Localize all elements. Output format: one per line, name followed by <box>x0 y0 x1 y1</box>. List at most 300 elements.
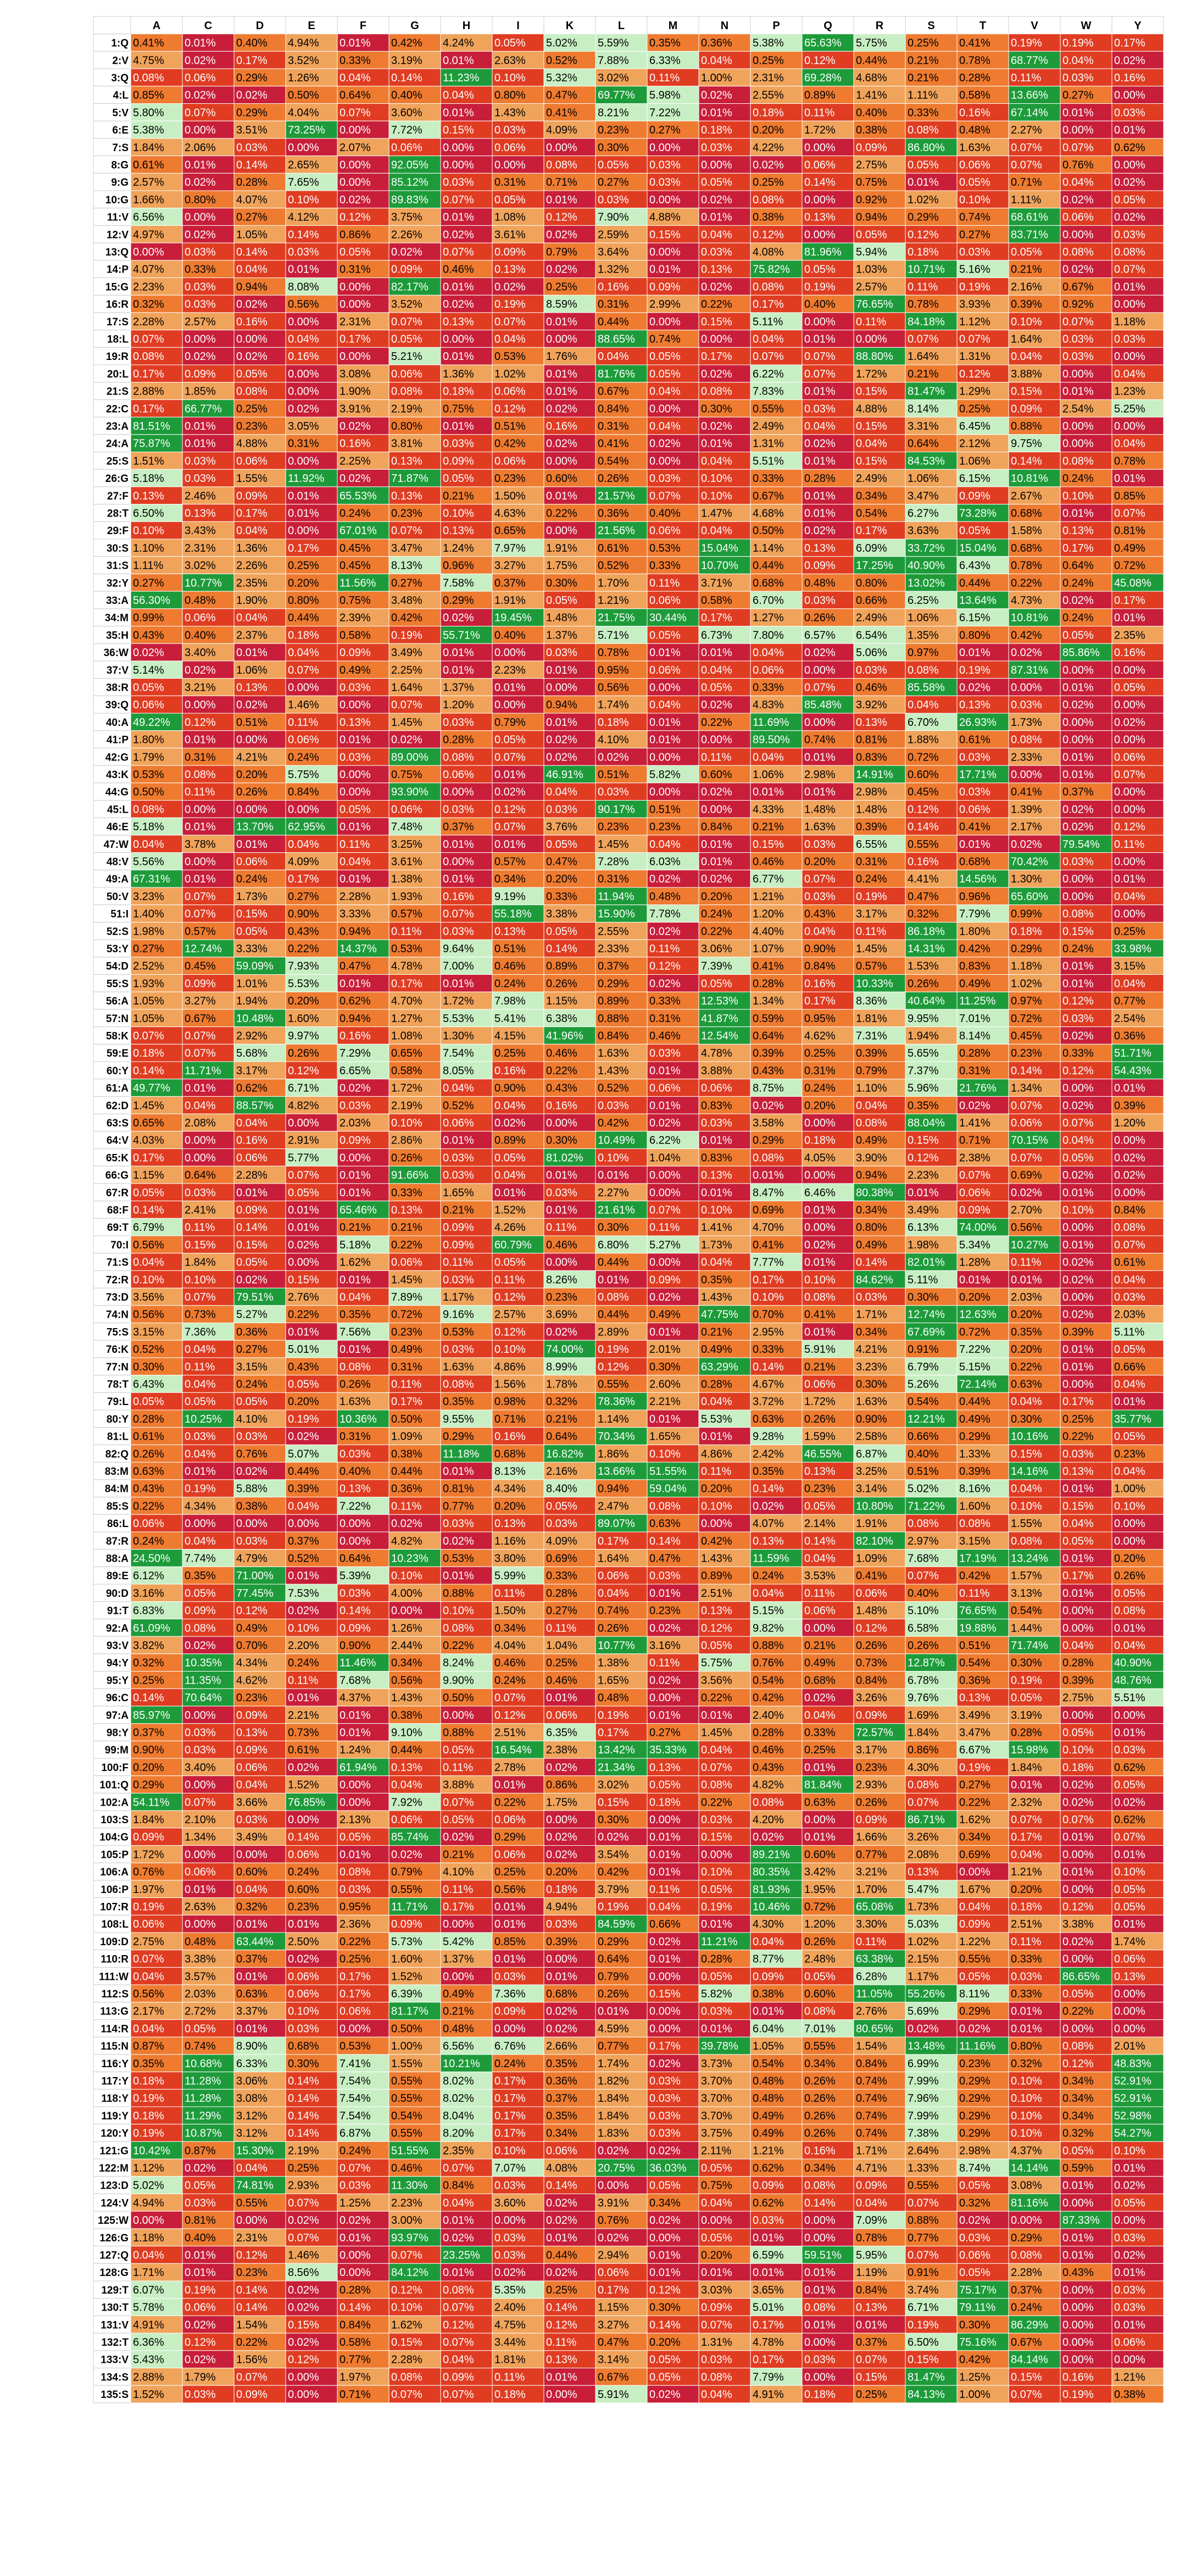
heatmap-cell-value: 0.49% <box>856 1239 887 1251</box>
heatmap-cell-value: 5.51% <box>1114 1692 1145 1705</box>
heatmap-cell-value: 3.90% <box>856 1152 887 1164</box>
heatmap-cell-value: 85.74% <box>391 1831 429 1844</box>
heatmap-cell-value: 0.49% <box>340 664 371 676</box>
heatmap-cell-value: 1.56% <box>494 1378 526 1391</box>
heatmap-cell-value: 9.64% <box>443 942 474 955</box>
heatmap-cell-value: 0.51% <box>649 803 681 816</box>
heatmap-cell-value: 5.82% <box>701 1987 732 2000</box>
heatmap-cell-value: 0.76% <box>236 1448 268 1461</box>
heatmap-cell-value: 0.19% <box>494 298 526 311</box>
heatmap-cell-value: 0.02% <box>391 1518 422 1530</box>
heatmap-cell-value: 0.43% <box>133 629 164 642</box>
heatmap-cell-value: 3.56% <box>133 1291 164 1303</box>
heatmap-cell-value: 0.67% <box>753 490 784 502</box>
heatmap-cell-value: 0.14% <box>753 1483 784 1495</box>
heatmap-cell-value: 0.04% <box>236 1779 268 1791</box>
heatmap-cell-value: 0.09% <box>185 1605 216 1617</box>
heatmap-cell-value: 0.02% <box>288 1430 319 1443</box>
heatmap-cell-value: 0.03% <box>959 786 990 798</box>
heatmap-cell-value: 72.14% <box>959 1378 997 1391</box>
heatmap-cell-value: 0.32% <box>908 908 939 920</box>
heatmap-cell-value: 0.06% <box>391 368 422 380</box>
row-header-label: 103:S <box>101 1814 129 1826</box>
heatmap-cell-value: 4.00% <box>391 1587 422 1600</box>
heatmap-cell-value: 0.30% <box>1011 1413 1042 1425</box>
heatmap-cell-value: 1.37% <box>443 681 474 694</box>
heatmap-cell-value: 0.01% <box>1114 1622 1145 1635</box>
heatmap-cell-value: 0.05% <box>701 681 732 694</box>
heatmap-cell-value: 0.01% <box>494 1779 526 1791</box>
heatmap-cell-value: 1.63% <box>340 1396 371 1408</box>
heatmap-cell-value: 0.00% <box>288 385 319 398</box>
heatmap-cell-value: 8.08% <box>288 281 319 293</box>
heatmap-cell-value: 0.57% <box>494 856 526 868</box>
heatmap-cell-value: 0.46% <box>443 263 474 276</box>
heatmap-cell-value: 89.83% <box>391 193 429 206</box>
heatmap-cell-value: 0.31% <box>494 176 526 189</box>
heatmap-cell-value: 0.34% <box>391 1657 422 1669</box>
heatmap-cell-value: 0.07% <box>753 351 784 363</box>
heatmap-cell-value: 0.24% <box>1062 577 1094 590</box>
heatmap-cell-value: 0.13% <box>649 1761 681 1774</box>
heatmap-cell-value: 0.02% <box>649 873 681 886</box>
heatmap-cell-value: 0.03% <box>649 1570 681 1583</box>
heatmap-cell-value: 0.03% <box>959 246 990 258</box>
heatmap-cell-value: 9.95% <box>908 1012 939 1025</box>
heatmap-cell-value: 0.00% <box>340 1518 371 1530</box>
heatmap-cell-value: 0.02% <box>649 1674 681 1687</box>
heatmap-cell-value: 0.07% <box>288 1169 319 1182</box>
heatmap-cell-value: 1.69% <box>908 1709 939 1722</box>
heatmap-cell-value: 0.25% <box>959 403 990 415</box>
heatmap-cell-value: 0.26% <box>546 978 577 990</box>
heatmap-cell-value: 0.02% <box>1062 1779 1094 1791</box>
heatmap-cell-value: 0.00% <box>1114 856 1145 868</box>
heatmap-cell-value: 0.00% <box>340 1779 371 1791</box>
heatmap-cell-value: 1.11% <box>133 559 164 572</box>
heatmap-cell-value: 1.36% <box>443 368 474 380</box>
heatmap-cell-value: 0.28% <box>546 1587 577 1600</box>
heatmap-cell-value: 89.00% <box>391 751 429 764</box>
heatmap-cell-value: 2.19% <box>391 403 422 415</box>
heatmap-cell-value: 0.21% <box>443 490 474 502</box>
heatmap-cell-value: 0.22% <box>546 1064 577 1077</box>
heatmap-cell-value: 4.26% <box>494 1222 526 1234</box>
heatmap-cell-value: 3.27% <box>185 995 216 1008</box>
heatmap-cell-value: 5.03% <box>908 1918 939 1931</box>
heatmap-cell-value: 93.90% <box>391 786 429 798</box>
row-header-label: 72:R <box>105 1274 129 1286</box>
heatmap-cell-value: 0.67% <box>1062 281 1094 293</box>
heatmap-cell-value: 0.01% <box>494 768 526 781</box>
heatmap-cell-value: 88.57% <box>236 1100 274 1112</box>
heatmap-cell-value: 12.54% <box>701 1030 738 1042</box>
heatmap-cell-value: 0.64% <box>546 1430 577 1443</box>
heatmap-cell-value: 0.02% <box>546 1848 577 1861</box>
heatmap-cell-value: 0.01% <box>546 1970 577 1983</box>
heatmap-cell-value: 0.53% <box>443 1552 474 1565</box>
heatmap-cell-value: 7.58% <box>443 577 474 590</box>
heatmap-cell-value: 4.70% <box>753 1222 784 1234</box>
heatmap-cell-value: 0.15% <box>856 385 887 398</box>
heatmap-cell-value: 0.26% <box>236 786 268 798</box>
heatmap-cell-value: 2.28% <box>236 1169 268 1182</box>
heatmap-cell-value: 0.96% <box>959 890 990 903</box>
heatmap-cell-value: 0.03% <box>443 176 474 189</box>
heatmap-cell-value: 0.10% <box>443 507 474 520</box>
heatmap-cell-value: 0.04% <box>494 1169 526 1182</box>
heatmap-cell-value: 0.00% <box>1062 873 1094 886</box>
heatmap-cell-value: 0.08% <box>1062 908 1094 920</box>
heatmap-cell-value: 0.97% <box>908 647 939 659</box>
heatmap-cell-value: 0.04% <box>185 1343 216 1356</box>
row-header-label: 24:A <box>105 438 129 450</box>
heatmap-cell-value: 0.07% <box>804 351 836 363</box>
heatmap-cell-value: 0.06% <box>959 1186 990 1199</box>
heatmap-cell-value: 0.27% <box>133 577 164 590</box>
heatmap-cell-value: 10.35% <box>185 1657 222 1669</box>
heatmap-cell-value: 0.76% <box>1062 159 1094 171</box>
heatmap-cell-value: 0.01% <box>1062 960 1094 973</box>
heatmap-cell-value: 0.01% <box>546 1692 577 1705</box>
heatmap-cell-value: 0.02% <box>1062 803 1094 816</box>
heatmap-cell-value: 0.80% <box>959 629 990 642</box>
heatmap-cell-value: 0.03% <box>546 1918 577 1931</box>
heatmap-cell-value: 0.01% <box>546 664 577 676</box>
heatmap-cell-value: 10.21% <box>443 2057 480 2070</box>
heatmap-cell-value: 0.01% <box>701 1134 732 1147</box>
row-header-label: 80:Y <box>106 1413 129 1425</box>
heatmap-cell-value: 1.91% <box>856 1518 887 1530</box>
heatmap-cell-value: 0.12% <box>753 229 784 241</box>
heatmap-cell-value: 1.02% <box>908 193 939 206</box>
heatmap-cell-value: 0.06% <box>804 1605 836 1617</box>
column-header-label: M <box>668 19 678 32</box>
heatmap-cell-value: 6.79% <box>908 1361 939 1373</box>
heatmap-cell-value: 0.20% <box>701 890 732 903</box>
heatmap-cell-value: 0.26% <box>598 473 629 485</box>
heatmap-cell-value: 13.66% <box>598 1465 635 1478</box>
heatmap-cell-value: 0.02% <box>1062 821 1094 834</box>
heatmap-cell-value: 0.05% <box>1011 246 1042 258</box>
heatmap-cell-value: 81.84% <box>804 1779 842 1791</box>
heatmap-cell-value: 63.38% <box>856 1953 893 1966</box>
heatmap-cell-value: 5.39% <box>340 1570 371 1583</box>
heatmap-cell-value: 0.22% <box>288 1308 319 1321</box>
heatmap-cell-value: 0.00% <box>185 333 216 346</box>
heatmap-cell-value: 0.05% <box>288 1378 319 1391</box>
heatmap-cell-value: 0.48% <box>804 577 836 590</box>
heatmap-cell-value: 1.39% <box>1011 803 1042 816</box>
heatmap-cell-value: 82.10% <box>856 1535 893 1547</box>
heatmap-cell-value: 0.03% <box>649 159 681 171</box>
heatmap-cell-value: 0.17% <box>236 54 268 67</box>
heatmap-cell-value: 0.00% <box>1011 768 1042 781</box>
heatmap-cell-value: 0.01% <box>804 490 836 502</box>
heatmap-cell-value: 0.01% <box>804 507 836 520</box>
heatmap-cell-value: 0.00% <box>494 699 526 712</box>
heatmap-cell-value: 3.17% <box>856 908 887 920</box>
heatmap-cell-value: 0.05% <box>546 1500 577 1513</box>
heatmap-cell-value: 0.00% <box>1114 159 1145 171</box>
heatmap-cell-value: 3.25% <box>391 838 422 851</box>
heatmap-cell-value: 59.09% <box>236 960 274 973</box>
heatmap-cell-value: 4.37% <box>340 1692 371 1705</box>
heatmap-cell-value: 0.04% <box>236 612 268 624</box>
heatmap-cell-value: 0.07% <box>133 1953 164 1966</box>
heatmap-cell-value: 0.13% <box>185 507 216 520</box>
heatmap-cell-value: 0.65% <box>133 1117 164 1129</box>
heatmap-cell-value: 0.07% <box>804 368 836 380</box>
heatmap-cell-value: 1.84% <box>133 141 164 154</box>
heatmap-cell-value: 0.48% <box>443 2023 474 2035</box>
heatmap-cell-value: 1.43% <box>701 1291 732 1303</box>
heatmap-cell-value: 0.31% <box>391 1361 422 1373</box>
heatmap-cell-value: 0.19% <box>1011 1674 1042 1687</box>
heatmap-cell-value: 2.57% <box>494 1308 526 1321</box>
heatmap-cell-value: 0.88% <box>1011 420 1042 432</box>
row-header-label: 45:L <box>107 804 129 816</box>
heatmap-cell-value: 14.91% <box>856 768 893 781</box>
heatmap-cell-value: 0.01% <box>1062 1866 1094 1879</box>
heatmap-cell-value: 0.02% <box>753 1100 784 1112</box>
heatmap-cell-value: 0.01% <box>288 1204 319 1217</box>
heatmap-cell-value: 12.63% <box>959 1308 997 1321</box>
heatmap-cell-value: 1.65% <box>443 1186 474 1199</box>
heatmap-cell-value: 0.09% <box>443 455 474 468</box>
heatmap-cell-value: 0.22% <box>701 716 732 729</box>
heatmap-cell-value: 0.79% <box>494 716 526 729</box>
heatmap-cell-value: 3.57% <box>185 1970 216 1983</box>
heatmap-cell-value: 5.02% <box>908 1483 939 1495</box>
heatmap-cell-value: 0.00% <box>1114 1709 1145 1722</box>
heatmap-cell-value: 0.07% <box>1011 1813 1042 1826</box>
heatmap-cell-value: 3.80% <box>494 1552 526 1565</box>
heatmap-cell-value: 0.00% <box>649 246 681 258</box>
row-header-label: 37:V <box>106 664 129 676</box>
heatmap-cell-value: 1.06% <box>908 473 939 485</box>
heatmap-cell-value: 0.85% <box>1114 490 1145 502</box>
heatmap-cell-value: 0.05% <box>1011 1692 1042 1705</box>
heatmap-cell-value: 0.03% <box>494 1970 526 1983</box>
heatmap-cell-value: 0.00% <box>288 1256 319 1269</box>
heatmap-cell-value: 0.16% <box>598 281 629 293</box>
heatmap-cell-value: 0.30% <box>908 1291 939 1303</box>
heatmap-cell-value: 0.02% <box>804 647 836 659</box>
heatmap-cell-value: 2.26% <box>236 559 268 572</box>
heatmap-cell-value: 0.00% <box>1114 803 1145 816</box>
heatmap-cell-value: 12.74% <box>185 942 222 955</box>
column-header-label: D <box>255 19 264 32</box>
heatmap-cell-value: 0.00% <box>1114 1518 1145 1530</box>
heatmap-cell-value: 0.02% <box>236 1274 268 1286</box>
heatmap-cell-value: 0.03% <box>1062 1012 1094 1025</box>
heatmap-cell-value: 7.83% <box>753 385 784 398</box>
heatmap-cell-value: 0.74% <box>649 333 681 346</box>
heatmap-cell-value: 13.42% <box>598 1744 635 1757</box>
heatmap-cell-value: 0.01% <box>649 263 681 276</box>
heatmap-cell-value: 0.20% <box>546 873 577 886</box>
heatmap-cell-value: 0.39% <box>546 1935 577 1948</box>
heatmap-cell-value: 0.06% <box>133 1918 164 1931</box>
heatmap-cell-value: 0.13% <box>443 525 474 537</box>
heatmap-cell-value: 61.94% <box>340 1761 377 1774</box>
heatmap-cell-value: 86.18% <box>908 925 945 938</box>
heatmap-cell-value: 5.73% <box>391 1935 422 1948</box>
heatmap-cell-value: 0.05% <box>1062 629 1094 642</box>
row-header-label: 11:V <box>107 212 129 224</box>
row-header-label: 99:M <box>104 1745 129 1757</box>
heatmap-cell-value: 0.17% <box>701 612 732 624</box>
heatmap-cell-value: 8.26% <box>546 1274 577 1286</box>
heatmap-cell-value: 40.64% <box>908 995 945 1008</box>
heatmap-cell-value: 0.07% <box>185 890 216 903</box>
heatmap-cell-value: 6.99% <box>908 2057 939 2070</box>
heatmap-cell-value: 40.90% <box>1114 1657 1151 1669</box>
heatmap-cell-value: 0.78% <box>1114 455 1145 468</box>
heatmap-cell-value: 1.21% <box>598 594 629 607</box>
heatmap-cell-value: 3.15% <box>236 1361 268 1373</box>
heatmap-cell-value: 7.97% <box>494 542 526 554</box>
heatmap-cell-value: 0.19% <box>598 1901 629 1913</box>
heatmap-cell-value: 0.03% <box>701 246 732 258</box>
heatmap-cell-value: 0.36% <box>391 1483 422 1495</box>
heatmap-cell-value: 0.01% <box>804 1204 836 1217</box>
heatmap-cell-value: 7.79% <box>959 908 990 920</box>
heatmap-cell-value: 0.08% <box>1011 1535 1042 1547</box>
heatmap-cell-value: 0.30% <box>856 1378 887 1391</box>
heatmap-cell-value: 0.09% <box>185 978 216 990</box>
heatmap-cell-value: 0.05% <box>701 978 732 990</box>
heatmap-cell-value: 0.00% <box>649 1970 681 1983</box>
row-header-label: 94:Y <box>106 1657 129 1669</box>
heatmap-cell-value: 3.61% <box>391 856 422 868</box>
heatmap-cell-value: 0.13% <box>391 490 422 502</box>
heatmap-cell-value: 3.38% <box>1062 1918 1094 1931</box>
heatmap-cell-value: 0.04% <box>598 1587 629 1600</box>
heatmap-cell-value: 0.02% <box>753 1500 784 1513</box>
heatmap-cell-value: 10.49% <box>598 1134 635 1147</box>
heatmap-cell-value: 0.63% <box>753 1413 784 1425</box>
heatmap-cell-value: 0.28% <box>1062 1657 1094 1669</box>
heatmap-cell-value: 0.00% <box>443 159 474 171</box>
heatmap-cell-value: 0.00% <box>185 856 216 868</box>
heatmap-cell-value: 0.62% <box>1114 1813 1145 1826</box>
heatmap-cell-value: 1.97% <box>133 1883 164 1896</box>
heatmap-cell-value: 1.16% <box>494 1535 526 1547</box>
heatmap-cell-value: 0.03% <box>288 246 319 258</box>
heatmap-cell-value: 0.24% <box>701 908 732 920</box>
heatmap-cell-value: 0.01% <box>1062 1186 1094 1199</box>
heatmap-cell-value: 0.07% <box>133 333 164 346</box>
heatmap-cell-value: 1.34% <box>185 1831 216 1844</box>
heatmap-cell-value: 3.51% <box>236 124 268 137</box>
heatmap-cell-value: 0.27% <box>288 890 319 903</box>
heatmap-cell-value: 0.01% <box>1062 681 1094 694</box>
heatmap-cell-value: 0.00% <box>1062 437 1094 450</box>
heatmap-cell-value: 1.45% <box>598 838 629 851</box>
heatmap-cell-value: 5.15% <box>753 1605 784 1617</box>
heatmap-cell-value: 0.10% <box>753 1291 784 1303</box>
heatmap-cell-value: 0.00% <box>1114 351 1145 363</box>
row-header-label: 69:T <box>107 1222 129 1234</box>
heatmap-cell-value: 0.00% <box>1062 229 1094 241</box>
heatmap-cell-value: 0.02% <box>959 2023 990 2035</box>
heatmap-cell-value: 0.17% <box>1062 542 1094 554</box>
heatmap-cell-value: 0.02% <box>443 1535 474 1547</box>
heatmap-cell-value: 2.28% <box>340 890 371 903</box>
heatmap-cell-value: 0.00% <box>649 315 681 328</box>
heatmap-cell-value: 0.03% <box>1062 856 1094 868</box>
heatmap-cell-value: 19.45% <box>494 612 532 624</box>
heatmap-cell-value: 1.45% <box>391 1274 422 1286</box>
heatmap-cell-value: 0.02% <box>185 351 216 363</box>
heatmap-cell-value: 2.03% <box>1011 1291 1042 1303</box>
heatmap-cell-value: 3.47% <box>959 1726 990 1739</box>
heatmap-cell-value: 0.07% <box>443 908 474 920</box>
heatmap-cell-value: 0.39% <box>1011 298 1042 311</box>
heatmap-cell-value: 1.06% <box>908 612 939 624</box>
heatmap-cell-value: 71.74% <box>1011 1639 1048 1652</box>
heatmap-cell-value: 0.14% <box>1011 1064 1042 1077</box>
heatmap-cell-value: 1.11% <box>908 89 938 102</box>
heatmap-cell-value: 0.95% <box>804 1012 836 1025</box>
column-header-label: C <box>204 19 213 32</box>
heatmap-cell-value: 1.64% <box>391 681 422 694</box>
heatmap-cell-value: 0.22% <box>133 1500 164 1513</box>
heatmap-cell-value: 4.09% <box>546 1535 577 1547</box>
heatmap-cell-value: 0.42% <box>391 37 422 49</box>
heatmap-cell-value: 0.03% <box>804 890 836 903</box>
heatmap-cell-value: 81.76% <box>598 368 635 380</box>
heatmap-cell-value: 3.19% <box>1011 1709 1042 1722</box>
heatmap-cell-value: 0.79% <box>598 1970 629 1983</box>
heatmap-cell-value: 0.02% <box>391 734 422 746</box>
heatmap-cell-value: 0.37% <box>133 1726 164 1739</box>
heatmap-cell-value: 0.08% <box>185 768 216 781</box>
heatmap-cell-value: 77.45% <box>236 1587 274 1600</box>
heatmap-cell-value: 0.08% <box>133 803 164 816</box>
heatmap-cell-value: 0.11% <box>804 107 835 119</box>
heatmap-cell-value: 0.17% <box>701 351 732 363</box>
heatmap-cell-value: 0.02% <box>546 1326 577 1339</box>
heatmap-cell-value: 0.77% <box>856 1848 887 1861</box>
heatmap-cell-value: 0.18% <box>288 629 319 642</box>
heatmap-cell-value: 0.19% <box>856 890 887 903</box>
heatmap-cell-value: 0.01% <box>340 37 371 49</box>
heatmap-cell-value: 0.16% <box>288 351 319 363</box>
heatmap-cell-value: 1.34% <box>753 995 784 1008</box>
heatmap-cell-value: 2.38% <box>546 1744 577 1757</box>
heatmap-cell-value: 1.10% <box>856 1082 887 1095</box>
heatmap-cell-value: 0.00% <box>546 141 577 154</box>
heatmap-cell-value: 1.72% <box>804 124 836 137</box>
column-header-label: K <box>565 19 574 32</box>
heatmap-cell-value: 5.27% <box>649 1239 681 1251</box>
heatmap-cell-value: 0.05% <box>494 1152 526 1164</box>
row-header-label: 76:K <box>105 1344 129 1356</box>
heatmap-cell-value: 0.00% <box>1114 699 1145 712</box>
heatmap-cell-value: 0.00% <box>185 1709 216 1722</box>
heatmap-cell-value: 0.08% <box>908 124 939 137</box>
heatmap-cell-value: 49.22% <box>133 716 170 729</box>
heatmap-cell-value: 7.90% <box>598 211 629 224</box>
heatmap-cell-value: 0.02% <box>701 699 732 712</box>
heatmap-cell-value: 0.02% <box>288 1761 319 1774</box>
heatmap-cell-value: 0.49% <box>856 1134 887 1147</box>
heatmap-cell-value: 0.15% <box>649 229 681 241</box>
heatmap-cell-value: 0.69% <box>753 1204 784 1217</box>
